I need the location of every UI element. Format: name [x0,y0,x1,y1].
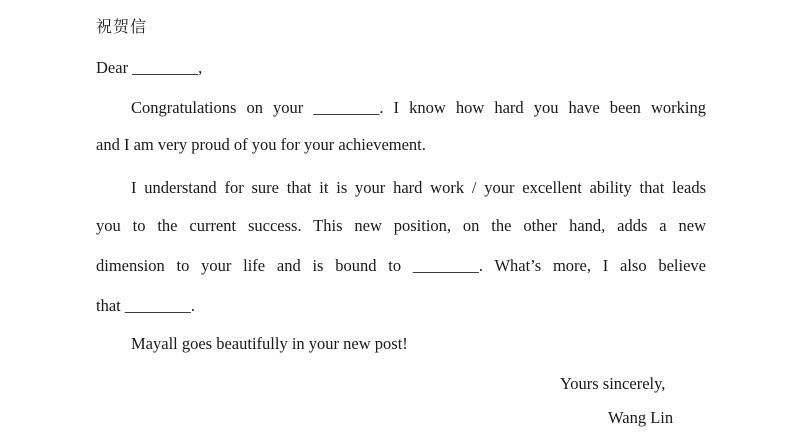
paragraph-line: and I am very proud of you for your achievement. [96,135,426,154]
salutation: Dear ________, [96,58,203,77]
paragraph-line: dimension to your life and is bound to ________. What’s more, I also believe [96,256,706,275]
paragraph-line: I understand for sure that it is your hard work / your excellent ability that leads [131,178,706,197]
paragraph-line: Mayall goes beautifully in your new post! [131,334,408,353]
closing: Yours sincerely, [560,374,666,393]
paragraph-line: that ________. [96,296,195,315]
paragraph-line: you to the current success. This new position, on the other hand, adds a new [96,216,706,235]
letter-heading: 祝贺信 [96,17,148,36]
signature: Wang Lin [608,408,674,427]
paragraph-line: Congratulations on your ________. I know how hard you have been working [131,98,706,117]
